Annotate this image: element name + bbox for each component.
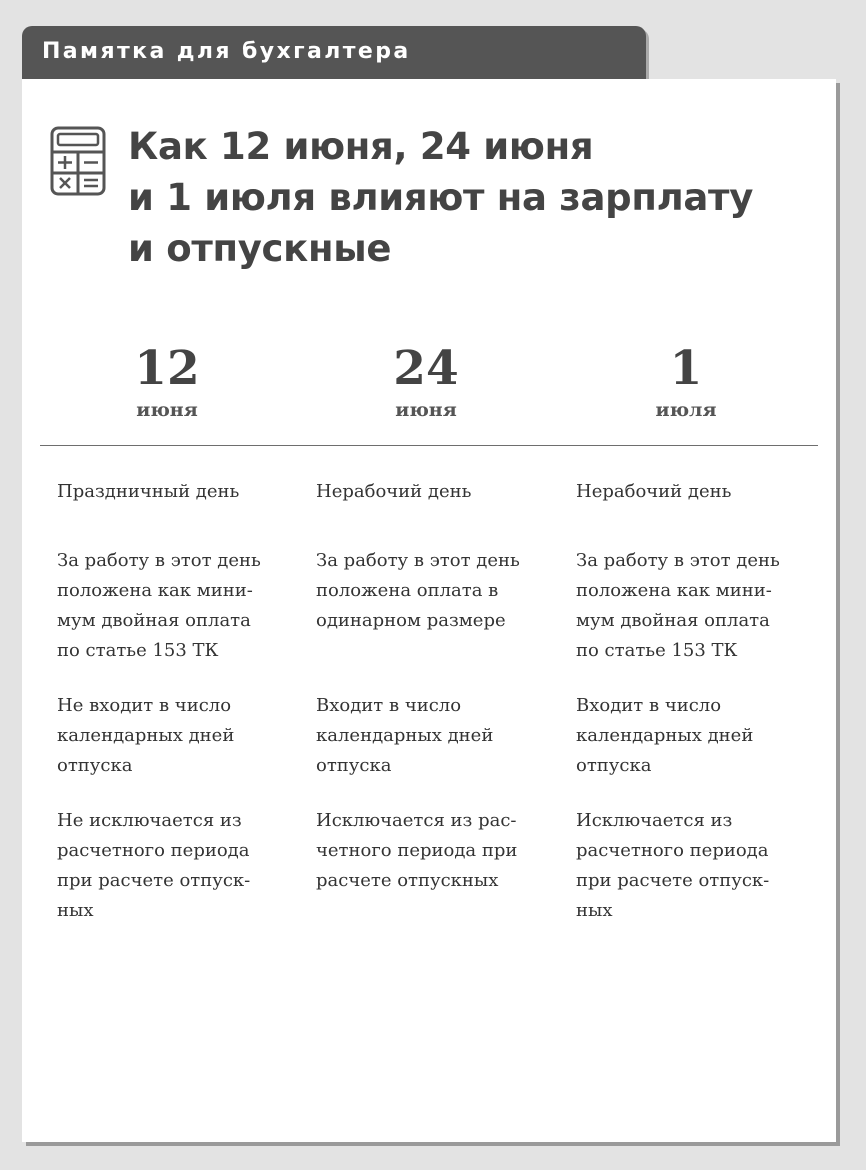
day-type [576, 477, 816, 507]
text-line: четного периода при [316, 840, 518, 861]
text-line: отпуска [57, 755, 133, 776]
text-line: расчете отпускных [316, 870, 499, 891]
text-line: положена оплата в [316, 580, 499, 601]
day-type [57, 477, 297, 507]
text-line: при расчете отпуск- [57, 870, 251, 891]
text-line: ных [57, 900, 94, 921]
text-line: Праздничный день [57, 481, 240, 502]
vacation-days-rule [316, 691, 556, 781]
date-day: 12 [134, 341, 200, 396]
date-june-24 [316, 343, 536, 421]
text-line: одинарном размере [316, 610, 506, 631]
vacation-days-rule [57, 691, 297, 781]
text-line: Не исключается из [57, 810, 242, 831]
date-month: июня [395, 399, 457, 421]
divider [40, 445, 818, 446]
text-line: мум двойная оплата [57, 610, 251, 631]
date-month: июня [136, 399, 198, 421]
text-line: Входит в число [316, 695, 462, 716]
text-line: За работу в этот день [57, 550, 261, 571]
text-line: календарных дней [57, 725, 235, 746]
text-line: календарных дней [316, 725, 494, 746]
text-line: За работу в этот день [316, 550, 520, 571]
calc-period-rule [576, 806, 816, 926]
date-month: июля [655, 399, 717, 421]
date-june-12 [57, 343, 277, 421]
vacation-days-rule [576, 691, 816, 781]
text-line: Исключается из [576, 810, 733, 831]
text-line: мум двойная оплата [576, 610, 770, 631]
text-line: расчетного периода [57, 840, 250, 861]
text-line: по статье 153 ТК [57, 640, 219, 661]
text-line: при расчете отпуск- [576, 870, 770, 891]
text-line: календарных дней [576, 725, 754, 746]
text-line: Исключается из рас- [316, 810, 517, 831]
text-line: по статье 153 ТК [576, 640, 738, 661]
calc-period-rule [57, 806, 297, 926]
text-line: отпуска [576, 755, 652, 776]
pay-rule [57, 546, 297, 666]
title-line: и 1 июля влияют на зарплату [128, 176, 754, 219]
date-july-1 [576, 343, 796, 421]
page-title [128, 121, 818, 274]
text-line: Нерабочий день [316, 481, 472, 502]
header-tab [22, 26, 646, 79]
date-day: 1 [669, 341, 703, 396]
text-line: Нерабочий день [576, 481, 732, 502]
calc-period-rule [316, 806, 556, 896]
day-type [316, 477, 556, 507]
pay-rule [316, 546, 556, 636]
pay-rule [576, 546, 816, 666]
text-line: ных [576, 900, 613, 921]
text-line: положена как мини- [57, 580, 253, 601]
text-line: Входит в число [576, 695, 722, 716]
memo-card [22, 79, 836, 1142]
text-line: расчетного периода [576, 840, 769, 861]
calculator-icon [50, 126, 106, 196]
text-line: За работу в этот день [576, 550, 780, 571]
text-line: отпуска [316, 755, 392, 776]
text-line: положена как мини- [576, 580, 772, 601]
text-line: Не входит в число [57, 695, 232, 716]
title-line: и отпускные [128, 227, 392, 270]
title-line: Как 12 июня, 24 июня [128, 125, 594, 168]
header-tab-label: Памятка для бухгалтера [42, 39, 411, 64]
date-day: 24 [393, 341, 459, 396]
